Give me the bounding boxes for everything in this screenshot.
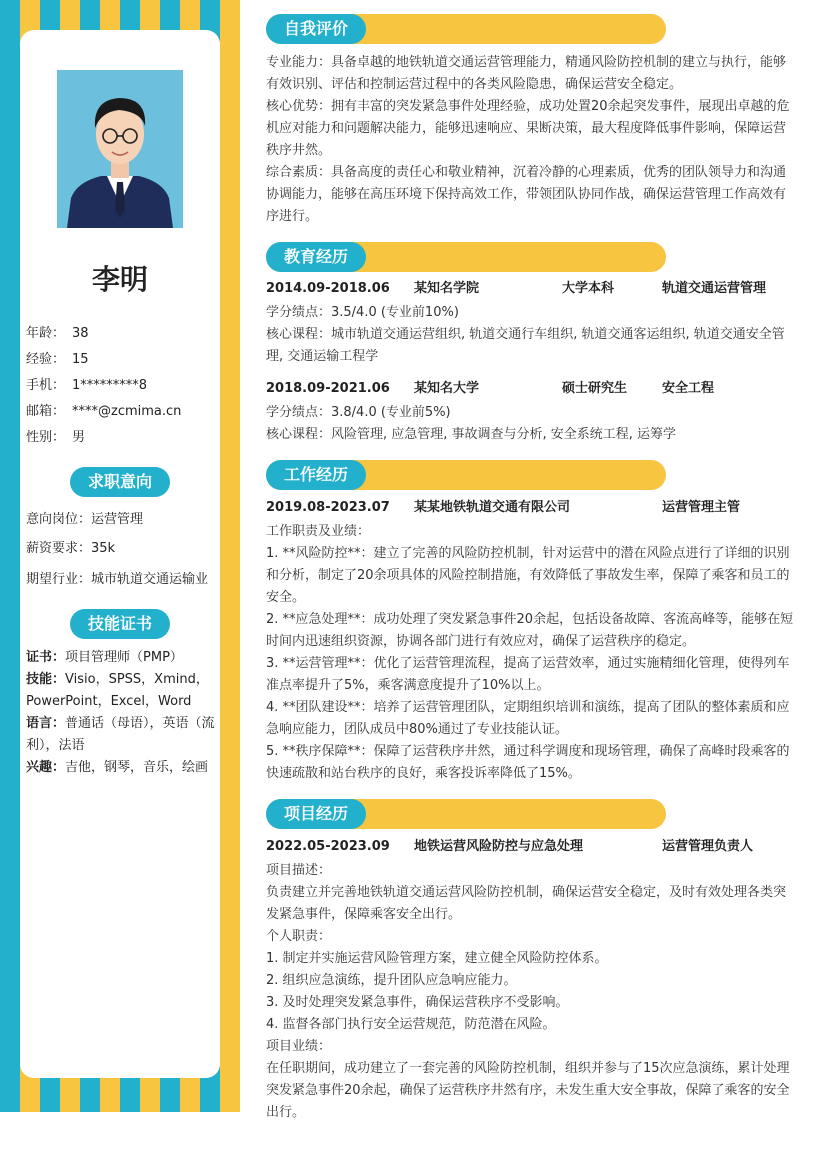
education-row-2 xyxy=(266,378,796,400)
profile-name: 李明 xyxy=(91,263,148,296)
work-item: 5. **秩序保障**：保障了运营秩序井然，通过科学调度和现场管理，确保了高峰时段乘客的快速疏散和站台秩序的良好，乘客投诉率降低了15%。 xyxy=(266,744,790,781)
edu-1-degree: 大学本科 xyxy=(562,281,615,296)
self-eval-strength: 核心优势：拥有丰富的突发紧急事件处理经验，成功处置20余起突发事件，展现出卓越的危机应对能力和问题解决能力，能够迅速响应、果断决策，最大程度降低事件影响，保障运营秩序井然。 xyxy=(266,99,790,158)
info-experience: 经验： 15 xyxy=(26,352,89,367)
avatar xyxy=(57,70,183,228)
work-row xyxy=(266,497,796,519)
skill-hobbies: 兴趣：吉他，钢琴，音乐，绘画 xyxy=(26,760,209,775)
self-eval-professional: 专业能力：具备卓越的地铁轨道交通运营管理能力，精通风险防控机制的建立与执行，能够有效识别、评估和控制运营过程中的各类风险隐患，确保运营安全稳定。 xyxy=(266,55,787,92)
edu-2-major: 安全工程 xyxy=(662,381,715,396)
project-duty: 3. 及时处理突发紧急事件，确保运营秩序不受影响。 xyxy=(266,995,569,1010)
work-detail xyxy=(266,521,796,785)
project-result-label: 项目业绩： xyxy=(266,1039,332,1054)
work-intro: 工作职责及业绩： xyxy=(266,524,371,539)
project-duty: 2. 组织应急演练，提升团队应急响应能力。 xyxy=(266,973,517,988)
project-role: 运营管理负责人 xyxy=(662,839,754,854)
project-duty: 1. 制定并实施运营风险管理方案，建立健全风险防控体系。 xyxy=(266,951,608,966)
self-eval-body xyxy=(266,52,796,228)
project-date: 2022.05-2023.09 xyxy=(266,839,390,854)
education-detail-1 xyxy=(266,302,796,368)
project-duty-label: 个人职责： xyxy=(266,929,332,944)
info-email: 邮箱： ****@zcmima.cn xyxy=(26,404,182,419)
skills-heading: 技能证书 xyxy=(70,609,170,639)
project-desc-label: 项目描述： xyxy=(266,863,332,878)
edu-2-courses: 核心课程：风险管理, 应急管理, 事故调查与分析, 安全系统工程, 运筹学 xyxy=(266,427,677,442)
skill-cert: 证书：项目管理师（PMP） xyxy=(26,650,183,665)
skill-languages: 语言：普通话（母语），英语（流利），法语 xyxy=(26,716,215,753)
work-company: 某某地铁轨道交通有限公司 xyxy=(414,500,571,515)
project-section-bar xyxy=(266,799,666,829)
skill-tools: 技能：Visio，SPSS，Xmind，PowerPoint，Excel，Word xyxy=(26,672,209,709)
project-name: 地铁运营风险防控与应急处理 xyxy=(414,839,584,854)
self-eval-heading: 自我评价 xyxy=(266,14,366,44)
work-heading: 工作经历 xyxy=(266,460,366,490)
intent-industry: 期望行业：城市轨道交通运输业 xyxy=(26,572,209,587)
edu-1-major: 轨道交通运营管理 xyxy=(662,281,767,296)
edu-1-date: 2014.09-2018.06 xyxy=(266,281,390,296)
project-duty: 4. 监督各部门执行安全运营规范，防范潜在风险。 xyxy=(266,1017,556,1032)
education-heading: 教育经历 xyxy=(266,242,366,272)
education-section-bar xyxy=(266,242,666,272)
work-date: 2019.08-2023.07 xyxy=(266,500,390,515)
self-eval-quality: 综合素质：具备高度的责任心和敬业精神，沉着冷静的心理素质，优秀的团队领导力和沟通协调能力，能够在高压环境下保持高效工作，带领团队协同作战，确保运营管理工作高效有序进行。 xyxy=(266,165,787,224)
work-item: 1. **风险防控**：建立了完善的风险防控机制，针对运营中的潜在风险点进行了详细的识别和分析，制定了20余项具体的风险控制措施，有效降低了事故发生率，保障了乘客和员工的安全。 xyxy=(266,546,790,605)
work-section-bar xyxy=(266,460,666,490)
work-item: 2. **应急处理**：成功处理了突发紧急事件20余起，包括设备故障、客流高峰等，能够在短时间内迅速组织资源，协调各部门进行有效应对，确保了运营秩序的稳定。 xyxy=(266,612,794,649)
edu-1-school: 某知名学院 xyxy=(414,281,480,296)
self-eval-section-bar xyxy=(266,14,666,44)
edu-2-degree: 硕士研究生 xyxy=(562,381,628,396)
skills-list xyxy=(26,647,216,779)
info-age: 年龄： 38 xyxy=(26,326,89,341)
work-item: 3. **运营管理**：优化了运营管理流程，提高了运营效率，通过实施精细化管理，使得列车准点率提升了5%，乘客满意度提升了10%以上。 xyxy=(266,656,790,693)
project-row xyxy=(266,836,796,858)
project-heading: 项目经历 xyxy=(266,799,366,829)
education-row-1 xyxy=(266,278,796,300)
intent-heading: 求职意向 xyxy=(70,467,170,497)
intent-salary: 薪资要求：35k xyxy=(26,541,116,556)
education-detail-2 xyxy=(266,402,796,446)
info-phone: 手机： 1*********8 xyxy=(26,378,148,393)
info-gender: 性别： 男 xyxy=(26,430,86,445)
project-result: 在任职期间，成功建立了一套完善的风险防控机制，组织并参与了15次应急演练，累计处理突发紧急事件20余起，确保了运营秩序井然有序，未发生重大安全事故，保障了乘客的安全出行。 xyxy=(266,1061,790,1120)
project-detail xyxy=(266,860,796,1124)
edu-2-date: 2018.09-2021.06 xyxy=(266,381,390,396)
edu-2-gpa: 学分绩点：3.8/4.0 (专业前5%) xyxy=(266,405,451,420)
intent-position: 意向岗位：运营管理 xyxy=(26,512,144,527)
edu-2-school: 某知名大学 xyxy=(414,381,480,396)
edu-1-gpa: 学分绩点：3.5/4.0 (专业前10%) xyxy=(266,305,459,320)
edu-1-courses: 核心课程：城市轨道交通运营组织, 轨道交通行车组织, 轨道交通客运组织, 轨道交通安全管理, 交通运输工程学 xyxy=(266,327,785,364)
work-role: 运营管理主管 xyxy=(662,500,741,515)
work-item: 4. **团队建设**：培养了运营管理团队，定期组织培训和演练，提高了团队的整体素质和应急响应能力，团队成员中80%通过了专业技能认证。 xyxy=(266,700,790,737)
project-desc: 负责建立并完善地铁轨道交通运营风险防控机制，确保运营安全稳定，及时有效处理各类突发紧急事件，保障乘客安全出行。 xyxy=(266,885,787,922)
